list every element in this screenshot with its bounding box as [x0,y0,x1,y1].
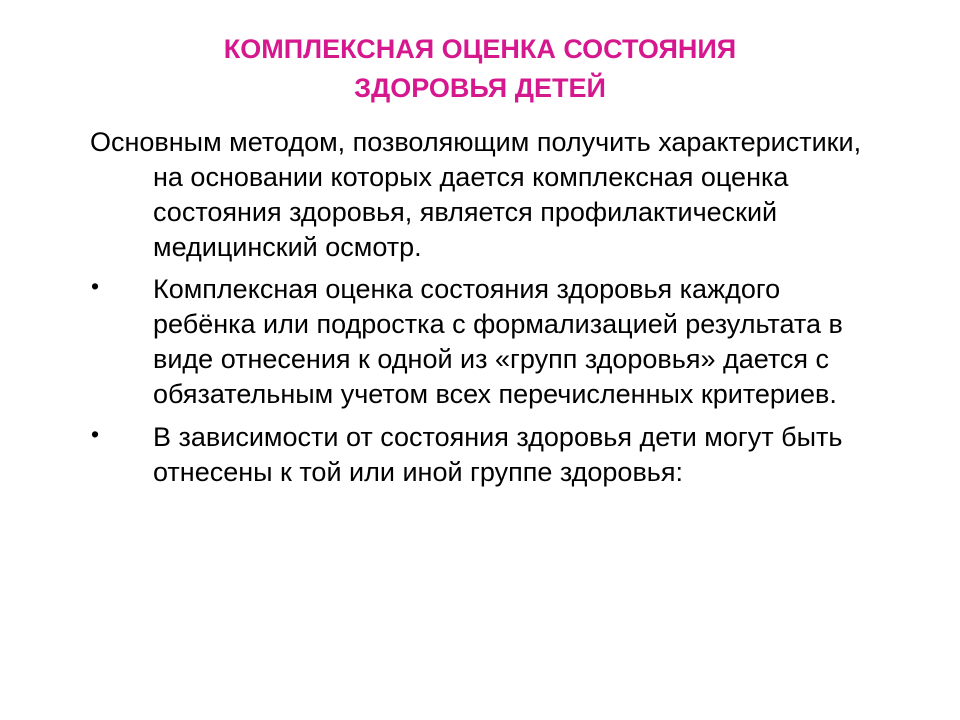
bullet-text: Комплексная оценка состояния здоровья каждого ребёнка или подростка с формализацией результата в виде отнесения к одной из «групп здоровья» дается с обязательным учетом всех перечисленных критериев. [153,274,843,409]
bullet-text: В зависимости от состояния здоровья дети могут быть отнесены к той или иной группе здоровья: [153,422,843,487]
intro-paragraph: Основным методом, позволяющим получить характеристики, на основании которых дается комплексная оценка состояния здоровья, является профилактический медицинский осмотр. [90,127,862,262]
bullet-item [90,272,890,412]
bullet-icon: • [91,273,100,299]
slide-title-line-2: ЗДОРОВЬЯ ДЕТЕЙ [354,73,606,103]
bullet-icon: • [91,421,100,447]
slide-body [90,125,890,490]
slide-title [120,30,840,108]
bullet-item [90,420,890,490]
slide-title-line-1: КОМПЛЕКСНАЯ ОЦЕНКА СОСТОЯНИЯ [223,34,737,64]
